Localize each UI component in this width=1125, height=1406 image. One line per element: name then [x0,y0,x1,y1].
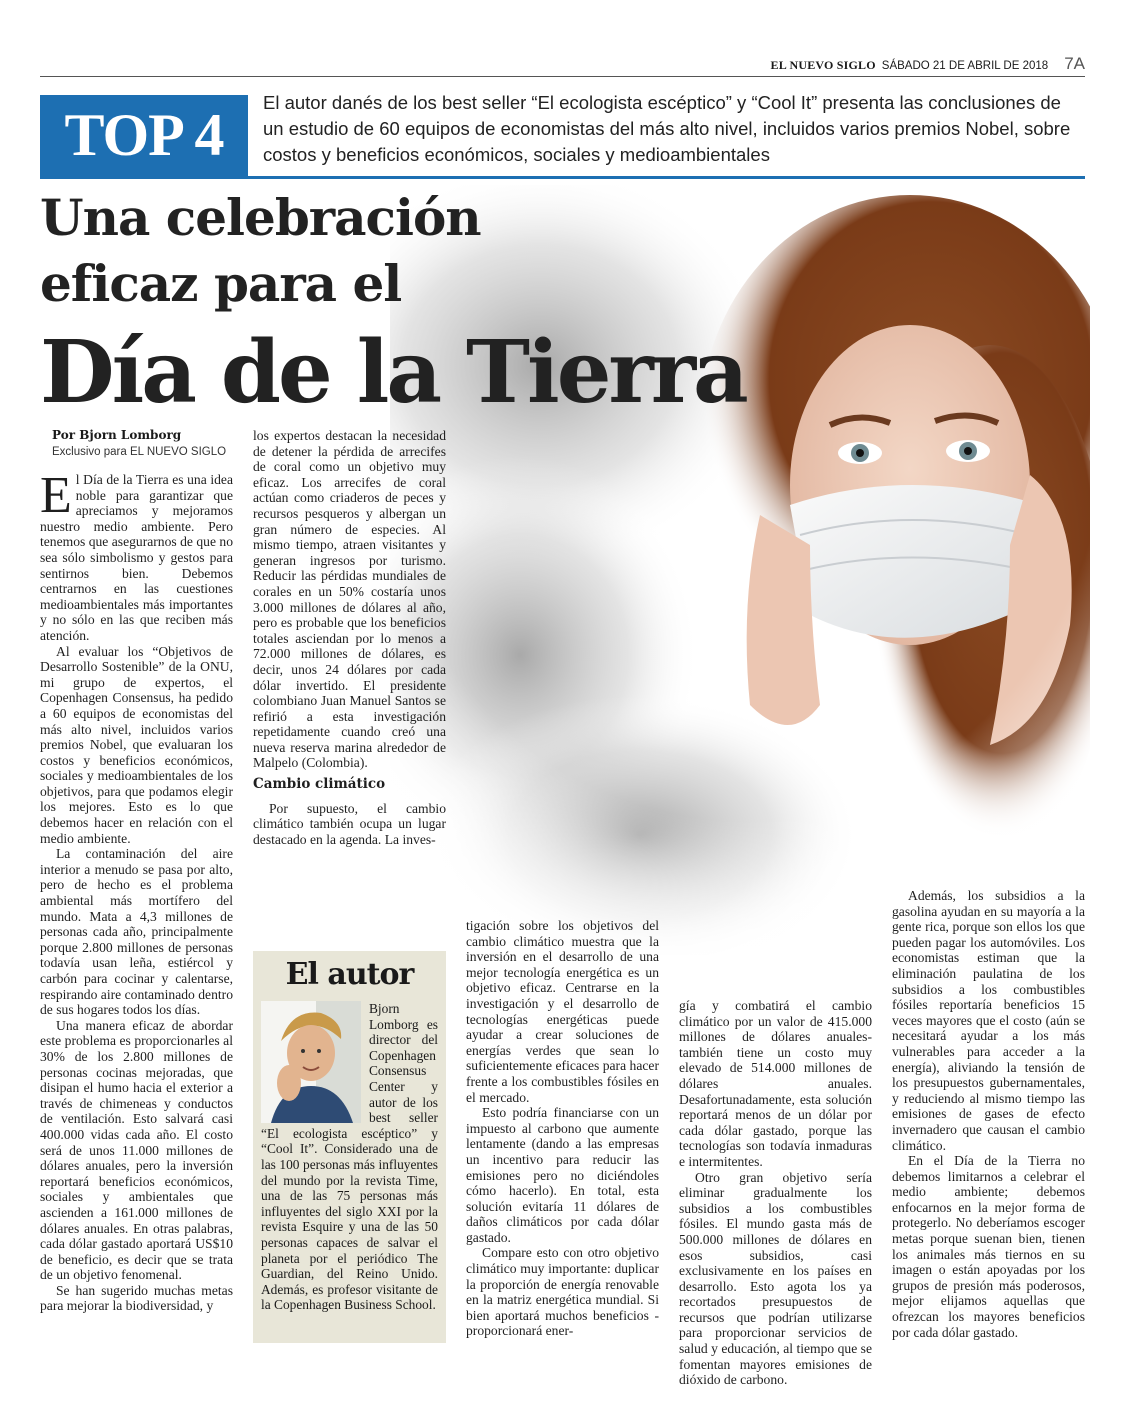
paragraph: El Día de la Tierra es una idea noble para garantizar que apreciamos y mejoramos nuestro medio ambiente. Pero tenemos que asegurarnos de que no sea sólo simbolismo y gestos para sentirnos bien. Debemos centrarnos en las cuestiones medioambientales más importantes y no sólo en las que reciben más atención. [40,467,233,643]
page-header [771,54,1085,74]
author-portrait [261,1001,361,1123]
author-box-title: El autor [285,957,414,992]
page-number: 7A [1064,54,1085,73]
paragraph: Se han sugerido muchas metas para mejorar la biodiversidad, y [40,1282,233,1314]
section-badge: TOP 4 [40,95,248,176]
publication-name: EL NUEVO SIGLO [770,58,876,72]
author-box-title-wrap [253,957,446,992]
paragraph: La contaminación del aire interior a menudo se pasa por alto, pero de hecho es el problema ambiental más mortífero del mundo. Mata a 4,3 millones de personas cada año, principalmente porque 2.800 millones de personas todavía usan leña, estiércol y carbón para cocinar y calentarse, respirando aire contaminado dentro de sus hogares todos los días. [40,846,233,1018]
woman-mask-photo [390,185,1090,955]
paragraph: Esto podría financiarse con un impuesto al carbono que aumente lentamente (dando a las empresas un incentivo para reducir las emisiones pero no diciéndoles cómo hacerlo). En total, esta solución evitaría 11 dólares de daños climáticos por cada dólar gastado. [466,1105,659,1245]
article-column-5 [892,888,1085,1340]
paragraph: Además, los subsidios a la gasolina ayudan en su mayoría a la gente rica, porque son ellos los que pueden pagar los automóviles. Los economistas estiman que la eliminación paulatina de los subsidios a los combustibles fósiles reportaría beneficios 15 veces mayores que el costo (aún se necesitará ayudar a los más vulnerables para acceder a la energía), aliviando la tensión de los presupuestos gubernamentales, y reduciendo al mismo tiempo las emisiones de gases de efecto invernadero que causan el cambio climático. [892,888,1085,1153]
subhead: Cambio climático [253,776,386,793]
article-column-3 [466,918,659,1339]
byline-author: Por Bjorn Lomborg [52,428,182,442]
headline-line-3: Día de la Tierra [40,322,746,423]
paragraph: Otro gran objetivo sería eliminar gradualmente los subsidios a los combustibles fósiles. El mundo gasta más de 500.000 millones de dólares en esos subsidios, casi exclusivamente en los países en desarrollo. Esto agota los ya recortados presupuestos de recursos que podrían utilizarse para proporcionar servicios de salud y educación, al tiempo que se fomentan mayores emisiones de dióxido de carbono. [679,1169,872,1388]
author-box [253,951,446,1343]
article-column-4 [679,998,872,1388]
deck-rule [40,176,1085,179]
author-box-body: Bjorn Lomborg es director del Copenhagen Consensus Center y autor de los best seller “El ecologista escéptico” y “Cool It”. Considerado una de las 100 personas más influyentes del mundo por la revista Time, una de las 75 personas más influyentes del siglo XXI por la revista Esquire y una de las 50 personas capaces de salvar el planeta por el periódico The Guardian, del Reino Unido. Además, es profesor visitante de la Copenhagen Business School. [261,1001,438,1313]
headline-line-1: Una celebración [40,188,481,247]
paragraph: gía y combatirá el cambio climático por un valor de 415.000 millones de dólares anuales- también tiene un costo muy elevado de 514.000 millones de dólares anuales. Desafortunadamente, esta solución reportará menos de un dólar por cada dólar gastado, porque las tecnologías son todavía inmaduras e intermitentes. [679,998,872,1169]
issue-date: SÁBADO 21 DE ABRIL DE 2018 [881,60,1049,72]
paragraph: tigación sobre los objetivos del cambio climático muestra que la inversión en el desarrollo de una mejor tecnología energética es un objetivo eficaz. Centrarse en la investigación y el desarrollo de tecnologías energéticas puede ayudar a crear soluciones de energías verdes que sean lo suficientemente eficaces para hacer frente a los combustibles fósiles en el mercado. [466,918,659,1105]
paragraph: los expertos destacan la necesidad de detener la pérdida de arrecifes de coral como un objetivo muy eficaz. Los arrecifes de coral actúan como criaderos de peces y recursos pesqueros y albergan un gran número de especies. Al mismo tiempo, atraen visitantes y generan ingresos por turismo. Reducir las pérdidas mundiales de corales en un 50% costaría unos 3.000 millones de dólares al año, pero es probable que los beneficios totales asciendan por lo menos a 72.000 millones de dólares, es decir, unos 24 dólares por cada dólar invertido. El presidente colombiano Juan Manuel Santos se refirió a esta investigación repetidamente cuando creó una nueva reserva marina alrededor de Malpelo (Colombia). [253,428,446,771]
article-column-1 [40,467,233,1314]
paragraph: En el Día de la Tierra no debemos limitarnos a celebrar el medio ambiente; debemos enfocarnos en la mejor forma de protegerlo. No deberíamos escoger metas porque suenan bien, tienen los animales más tiernos en su imagen o están apoyadas por los grupos de presión más poderosos, mejor elijamos aquellas que ofrezcan los mayores beneficios por cada dólar gastado. [892,1153,1085,1340]
headline-line-2: eficaz para el [40,254,402,313]
header-rule [40,76,1085,77]
article-column-2 [253,428,446,847]
byline-credit: Exclusivo para EL NUEVO SIGLO [52,446,227,458]
paragraph: Compare esto con otro objetivo climático muy importante: duplicar la proporción de energía renovable en la matriz energética mundial. Si bien aportará muchos beneficios -proporcionará ener- [466,1245,659,1339]
paragraph: Una manera eficaz de abordar este problema es proporcionarles al 30% de los 2.800 millones de personas cocinas mejoradas, que disipan el humo hacia el exterior a través de chimeneas y conductos de ventilación. Esto salvará casi 400.000 vidas cada año. El costo será de unos 11.000 millones de dólares anuales, pero la inversión reportará beneficios económicos, sociales y ambientales que ascienden a 161.000 millones de dólares anuales. En otras palabras, cada dólar gastado aportará US$10 de beneficio, es decir que se trata de un objetivo fenomenal. [40,1017,233,1283]
deck-text: El autor danés de los best seller “El ecologista escéptico” y “Cool It” presenta las conclusiones de un estudio de 60 equipos de economistas del más alto nivel, incluidos varios premios Nobel, sobre costos y beneficios económicos, sociales y medioambientales [263,92,1071,165]
drop-cap: E [40,467,72,524]
paragraph: Al evaluar los “Objetivos de Desarrollo Sostenible” de la ONU, mi grupo de expertos, el Copenhagen Consensus, ha pedido a 60 equipos de economistas del más alto nivel, incluidos varios premios Nobel, que evaluaran los costos y beneficios económicos, sociales y medioambientales de los objetivos, para que podamos elegir los mejores. Esto es lo que debemos hacer en relación con el medio ambiente. [40,643,233,846]
paragraph: Por supuesto, el cambio climático también ocupa un lugar destacado en la agenda. La inves- [253,800,446,847]
